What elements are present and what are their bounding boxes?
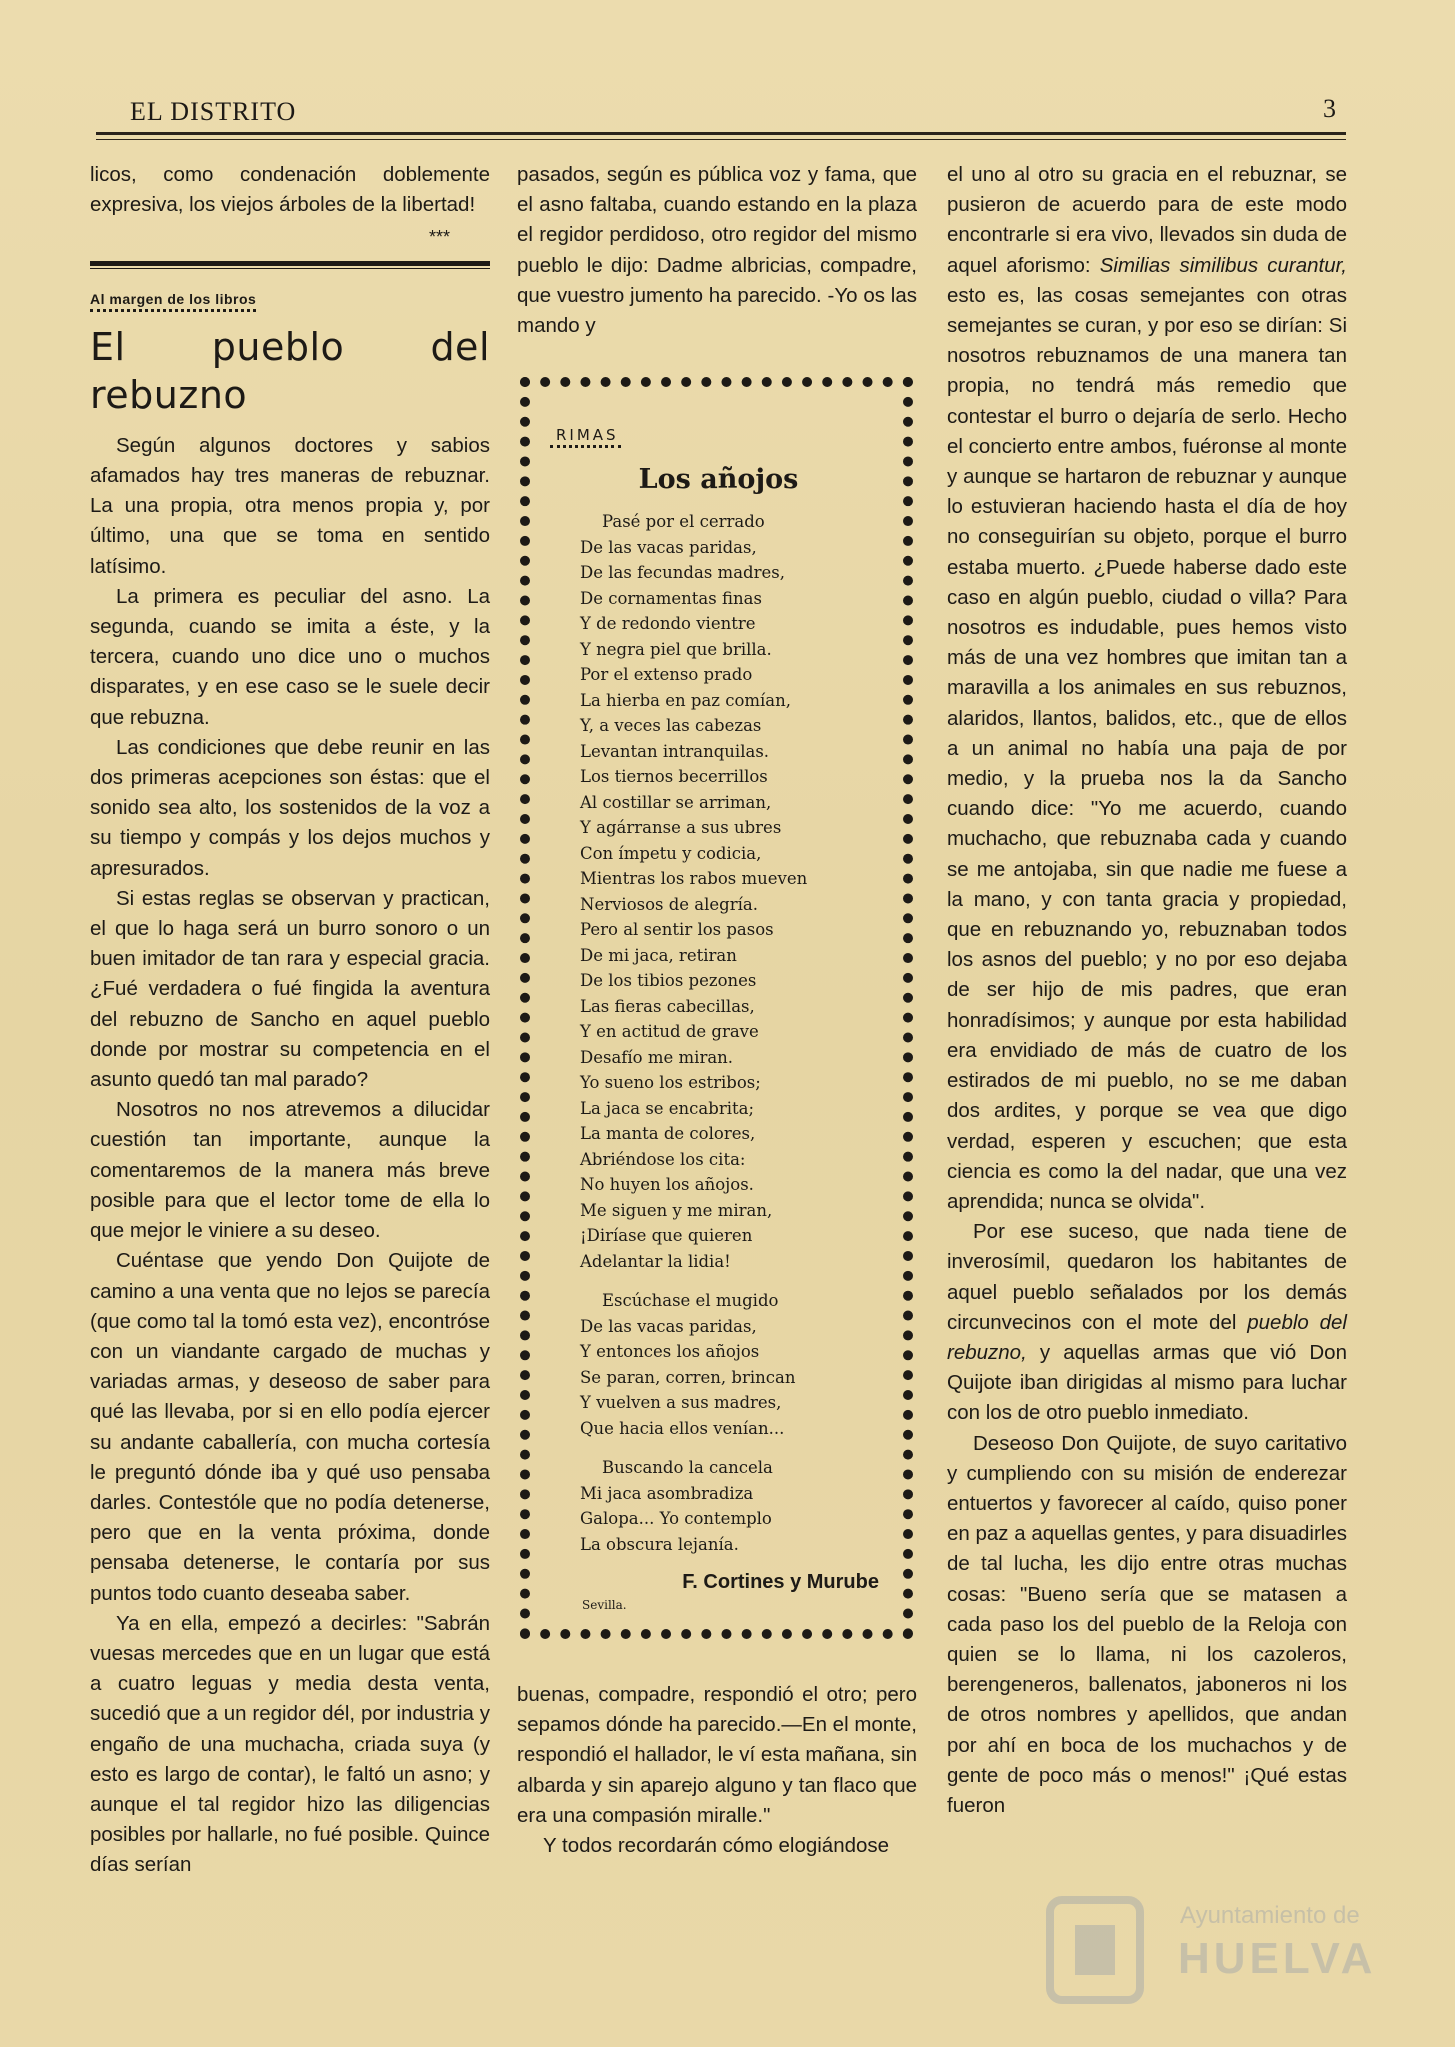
poem-line: Por el extenso prado — [580, 665, 753, 684]
text-run: el uno al otro su gracia en el rebuznar, se pusieron de acuerdo para de este modo encontrarle si era vivo, llevados sin duda de aquel aforismo: — [947, 163, 1347, 277]
poem-line: Yo sueno los estribos; — [580, 1073, 761, 1092]
article-paragraph: Nosotros no nos atrevemos a dilucidar cuestión tan importante, aunque la comentaremos de la manera más breve posible para que el lector tome de ella lo que mejor le viniere a su deseo. — [90, 1098, 490, 1243]
article-paragraph: Si estas reglas se observan y practican, el que lo haga será un burro sonoro o un buen imitador de tan rara y especial gracia. ¿Fué verdadera o fué fingida la aventura del rebuzno de Sancho en aquel pueblo donde por mostrar su competencia en el asunto quedó tan mal parado? — [90, 886, 490, 1092]
italic-mote: pueblo del rebuzno, — [947, 1310, 1347, 1364]
poem-line: La manta de colores, — [580, 1124, 756, 1143]
watermark-line1: Ayuntamiento de — [1180, 1902, 1360, 1929]
article-paragraph: Cuéntase que yendo Don Quijote de camino a una venta que no lejos se parecía (que como tal la tomó esta vez), encontróse con un viandante cargado de muchas y variadas armas, y deseoso de saber para qué las llevaba, por si en ello podía ejercer su andante caballería, con mucha cortesía le preguntó dónde iba y qué uso pensaba darles. Contestóle que no podía detenerse, pero que en la venta próxima, donde pensaba detenerse, le contaría por sus puntos todo cuanto deseaba saber. — [90, 1249, 490, 1605]
poem-line: Levantan intranquilas. — [580, 741, 770, 761]
section-label: Al margen de los libros — [90, 290, 256, 312]
poem-line: Mientras los rabos mueven — [580, 869, 808, 888]
poem-title: Los añojos — [638, 464, 799, 495]
article-paragraph: Y todos recordarán cómo elogiándose — [543, 1834, 890, 1858]
article-paragraph: Según algunos doctores y sabios afamados hay tres maneras de rebuznar. La una propia, otra menos propia y, por último, una que se toma en sentido latísimo. — [90, 433, 490, 578]
poem-line: Con ímpetu y codicia, — [580, 843, 762, 863]
poem-line: Y vuelven a sus madres, — [580, 1393, 782, 1412]
column-middle — [517, 160, 917, 341]
poem-line: Las fieras cabecillas, — [580, 996, 755, 1016]
article-paragraph: buenas, compadre, respondió el otro; pero sepamos dónde ha parecido.—En el monte, respondió el hallador, le ví esta mañana, sin albarda y sin aparejo alguno y tan flaco que era una compasión miralle." — [517, 1683, 918, 1827]
poem-line: De los tibios pezones — [580, 971, 757, 990]
poem-line: Nerviosos de alegría. — [580, 894, 758, 914]
poem-line: La obscura lejanía. — [580, 1534, 739, 1554]
poem-line: De las vacas paridas, — [580, 537, 757, 557]
poem-line: De las vacas paridas, — [580, 1316, 757, 1336]
poem-line: Y entonces los añojos — [580, 1342, 760, 1361]
poem-line: La jaca se encabrita; — [580, 1098, 755, 1118]
poem-line: No huyen los añojos. — [580, 1175, 754, 1194]
page-header — [96, 92, 1346, 135]
poem-frame — [520, 377, 913, 1639]
article-paragraph: Deseoso Don Quijote, de suyo caritativo y cumpliendo con su misión de enderezar entuertos y favorecer al caído, quiso poner en paz a aquellas gentes, y para disuadirles de tal lucha, les dijo entre otras muchas cosas: "Bueno sería que se matasen a cada paso los del pueblo de la Reloja con quien se lo llama, ni los cazoleros, berengeneros, ballenatos, jaboneros ni los de otros nombres y apellidos, que andan por ahí en boca de los muchachos y de gente de poco más o menos!" ¡Qué estas fueron — [947, 1431, 1348, 1817]
poem-line: Que hacia ellos venían... — [580, 1418, 785, 1438]
poem-line: De cornamentas finas — [580, 588, 762, 608]
poem-line: Abriéndose los cita: — [580, 1149, 746, 1169]
poem-line: Y, a veces las cabezas — [580, 716, 762, 735]
poem-line: Al costillar se arriman, — [580, 792, 772, 812]
masthead-title: EL DISTRITO — [130, 97, 297, 126]
poem-line: Se paran, corren, brincan — [580, 1367, 796, 1387]
article-paragraph — [947, 160, 1347, 1217]
poem-line: Me siguen y me miran, — [580, 1200, 773, 1220]
poem-line: Desafío me miran. — [580, 1047, 734, 1067]
poem-line: Pero al sentir los pasos — [580, 920, 774, 939]
poem-line: Galopa... Yo contemplo — [580, 1509, 772, 1528]
article-paragraph: La primera es peculiar del asno. La segunda, cuando se imita a éste, y la tercera, cuando uno dice uno o muchos disparates, y en ese caso se le suele decir que rebuzna. — [90, 584, 490, 729]
poem-line: Buscando la cancela — [602, 1458, 773, 1477]
poem-content — [550, 425, 887, 1612]
text-run: Por ese suceso, que nada tiene de inverosímil, quedaron los habitantes de aquel pueblo señalados por los demás circunvecinos con el mote del — [947, 1220, 1347, 1334]
coat-of-arms-icon — [1040, 1890, 1150, 2010]
poem-line: Y agárranse a sus ubres — [580, 818, 782, 837]
poem-stanza — [580, 1455, 887, 1557]
section-rule — [90, 261, 490, 269]
poem-stanza — [580, 509, 887, 1274]
header-rule — [96, 139, 1346, 140]
continued-text: licos, como condenación doblemente expresiva, los viejos árboles de la libertad! — [90, 163, 490, 217]
latin-aphorism: Similias similibus curantur, — [1099, 253, 1347, 277]
poem-line: Y negra piel que brilla. — [580, 639, 772, 659]
poem-line: Mi jaca asombradiza — [580, 1483, 754, 1503]
article-headline: El pueblo del rebuzno — [90, 324, 490, 417]
poem-line: Y en actitud de grave — [580, 1022, 759, 1041]
article-paragraph: Ya en ella, empezó a decirles: "Sabrán vuesas mercedes que en un lugar que está a cuatro leguas y media desta venta, sucedió que a un regidor dél, por industria y engaño de una muchacha, criada suya (y esto es largo de contar), le faltó un asno; y aunque el tal regidor hizo las diligencias posibles por hallarle, no fué posible. Quince días serían — [90, 1611, 490, 1877]
poem-line: De mi jaca, retiran — [580, 945, 737, 965]
poem-author: F. Cortines y Murube — [682, 1571, 879, 1593]
poem-line: Pasé por el cerrado — [602, 512, 765, 531]
article-paragraph: Las condiciones que debe reunir en las dos primeras acepciones son éstas: que el sonido sea alto, los sostenidos de la voz a su tiempo y compás y los dejos muchos y apresurados. — [90, 735, 490, 880]
poem-section-label: RIMAS — [550, 426, 621, 448]
section-divider-stars: *** — [428, 227, 450, 248]
watermark-line2: HUELVA — [1178, 1934, 1377, 1983]
poem-city: Sevilla. — [582, 1598, 627, 1612]
poem-line: De las fecundas madres, — [580, 563, 785, 582]
article-paragraph — [947, 1217, 1347, 1428]
poem-line: La hierba en paz comían, — [580, 690, 792, 710]
poem-line: Y de redondo vientre — [580, 614, 756, 633]
archive-watermark — [1040, 1890, 1380, 2010]
poem-line: Los tiernos becerrillos — [580, 767, 768, 786]
text-run: esto es, las cosas semejantes con otras semejantes se curan, y por eso se dirían: Si nosotros rebuznamos de una manera tan propia, no tendrá más remedio que contestar el burro o dejaría de serlo. Hecho el concierto entre ambos, fuéronse al monte y aunque se hartaron de rebuznar y aunque lo estuvieran haciendo hasta el día de hoy no conseguirían su objeto, porque el burro estaba muerto. ¿Puede haberse dado este caso en algún pueblo, ciudad o villa? Para nosotros es indudable, pues hemos visto más de una vez hombres que imitan tan a maravilla a los animales en sus rebuznos, alaridos, llantos, balidos, etc., que de ellos a un animal no había una paja de por medio, y la prueba nos la da Sancho cuando dice: "Yo me acuerdo, cuando muchacho, que rebuznaba cada y cuando se me antojaba, sin que nadie me fuese a la mano, y con tanta gracia y propiedad, que en rebuznando yo, rebuznaban todos los asnos del pueblo; y no por eso dejaba de ser hijo de mis padres, que eran honradísimos; y aunque por esta habilidad era envidiado de más de cuatro de los estirados de mi pueblo, no se me daban dos ardites, y porque se vea que digo verdad, esperen y escuchen; que esta ciencia es como la del nadar, que una vez aprendida; nunca se olvida". — [947, 283, 1347, 1213]
column-middle-bottom — [517, 1680, 917, 1861]
article-paragraph: pasados, según es pública voz y fama, que el asno faltaba, cuando estando en la plaza el regidor perdidoso, otro regidor del mismo pueblo le dijo: Dadme albricias, compadre, que vuestro jumento ha parecido. -Yo os las mando y — [517, 163, 917, 338]
poem-line: ¡Diríase que quieren — [580, 1226, 753, 1245]
poem-line: Adelantar la lidia! — [580, 1251, 731, 1271]
poem-line: Escúchase el mugido — [602, 1291, 779, 1310]
page-number: 3 — [1323, 94, 1336, 123]
text-run: y aquellas armas que vió Don Quijote iban dirigidas al mismo para luchar con los de otro pueblo inmediato. — [947, 1340, 1347, 1425]
column-left — [90, 160, 490, 1881]
column-right — [947, 160, 1347, 1821]
poem-stanza — [580, 1288, 887, 1441]
